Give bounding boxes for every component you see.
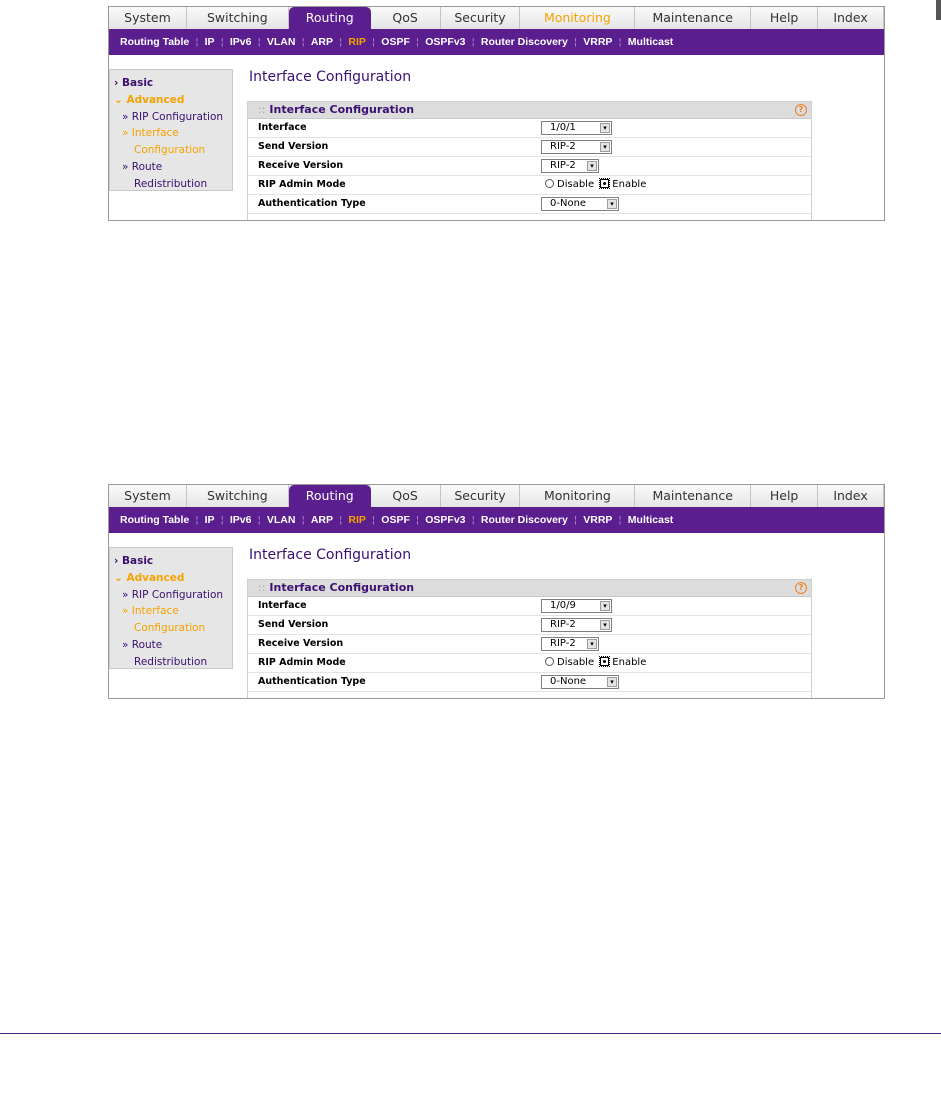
interface-config-panel xyxy=(247,101,812,221)
subnav-ospf[interactable]: OSPF xyxy=(381,514,410,526)
rip-admin-mode-label: RIP Admin Mode xyxy=(258,179,346,190)
drag-handle-icon: :: xyxy=(258,103,266,116)
divider: ¦ xyxy=(618,514,622,526)
leftnav-basic-label: Basic xyxy=(121,555,154,567)
disable-radio[interactable] xyxy=(545,657,554,666)
send-version-label: Send Version xyxy=(258,141,329,152)
disable-radio[interactable] xyxy=(545,179,554,188)
subnav-multicast[interactable]: Multicast xyxy=(627,514,674,526)
sub-nav xyxy=(109,29,884,55)
divider: ¦ xyxy=(415,514,420,526)
divider: ¦ xyxy=(220,36,224,48)
rip-admin-mode-row xyxy=(248,654,811,673)
tab-security[interactable]: Security xyxy=(441,7,521,29)
divider: ¦ xyxy=(195,36,199,48)
send-version-value: RIP-2 xyxy=(550,141,576,152)
panel-title: Interface Configuration xyxy=(269,581,415,594)
divider: ¦ xyxy=(301,514,305,526)
receive-version-row xyxy=(248,157,811,176)
tab-switching[interactable]: Switching xyxy=(187,7,289,29)
leftnav-rip-configuration[interactable]: » RIP Configuration xyxy=(122,589,224,601)
subnav-vlan[interactable]: VLAN xyxy=(266,514,296,526)
leftnav-rip-configuration[interactable]: » RIP Configuration xyxy=(122,111,224,123)
send-version-label: Send Version xyxy=(258,619,329,630)
interface-label: Interface xyxy=(258,122,307,133)
divider: ¦ xyxy=(339,514,343,526)
send-version-select[interactable] xyxy=(541,140,612,154)
screenshot-1 xyxy=(108,6,885,221)
tab-qos[interactable]: QoS xyxy=(371,7,441,29)
chevron-down-icon: ▾ xyxy=(607,199,617,209)
panel-header xyxy=(248,580,811,597)
interface-value: 1/0/9 xyxy=(550,600,576,611)
disable-label: Disable xyxy=(557,657,595,668)
subnav-arp[interactable]: ARP xyxy=(310,514,334,526)
subnav-vrrp[interactable]: VRRP xyxy=(583,36,613,48)
interface-select[interactable] xyxy=(541,599,612,613)
divider: ¦ xyxy=(471,36,475,48)
leftnav-interface-configuration[interactable]: » Interface xyxy=(122,605,179,617)
tab-index[interactable]: Index xyxy=(818,485,884,507)
help-icon[interactable]: ? xyxy=(795,104,807,116)
chevron-down-icon: ▾ xyxy=(600,601,610,611)
leftnav-route-redistribution[interactable]: » Route xyxy=(122,639,163,651)
receive-version-select[interactable] xyxy=(541,637,599,651)
footer-divider xyxy=(0,1033,941,1034)
subnav-routing-table[interactable]: Routing Table xyxy=(120,36,190,48)
leftnav-route-redistribution-line2[interactable]: Redistribution xyxy=(134,656,208,668)
receive-version-row xyxy=(248,635,811,654)
subnav-router-discovery[interactable]: Router Discovery xyxy=(480,514,568,526)
receive-version-value: RIP-2 xyxy=(550,160,576,171)
left-nav xyxy=(109,69,233,191)
interface-label: Interface xyxy=(258,600,307,611)
tab-routing[interactable]: Routing xyxy=(289,7,371,29)
rip-admin-mode-label: RIP Admin Mode xyxy=(258,657,346,668)
tab-system[interactable]: System xyxy=(109,485,187,507)
rip-admin-mode-radio-group xyxy=(545,179,646,190)
leftnav-advanced-label: Advanced xyxy=(126,94,185,106)
send-version-value: RIP-2 xyxy=(550,619,576,630)
interface-row xyxy=(248,597,811,616)
disable-label: Disable xyxy=(557,179,595,190)
subnav-multicast[interactable]: Multicast xyxy=(627,36,674,48)
page-title: Interface Configuration xyxy=(249,69,412,85)
tab-security[interactable]: Security xyxy=(441,485,521,507)
enable-radio[interactable] xyxy=(600,657,609,666)
leftnav-advanced-label: Advanced xyxy=(126,572,185,584)
divider: ¦ xyxy=(301,36,305,48)
subnav-ip[interactable]: IP xyxy=(204,36,215,48)
tab-system[interactable]: System xyxy=(109,7,187,29)
enable-radio[interactable] xyxy=(600,179,609,188)
divider: ¦ xyxy=(257,36,261,48)
leftnav-basic[interactable]: › Basic xyxy=(114,555,154,567)
chevron-down-icon: ▾ xyxy=(607,677,617,687)
authentication-type-value: 0-None xyxy=(550,198,587,209)
rip-admin-mode-radio-group xyxy=(545,657,646,668)
enable-label: Enable xyxy=(612,657,647,668)
leftnav-basic[interactable]: › Basic xyxy=(114,77,154,89)
sub-nav xyxy=(109,507,884,533)
chevron-down-icon: ▾ xyxy=(587,161,597,171)
subnav-ospfv3[interactable]: OSPFv3 xyxy=(425,36,466,48)
tab-index[interactable]: Index xyxy=(818,7,884,29)
leftnav-advanced[interactable]: ⌄ Advanced xyxy=(114,572,185,584)
interface-value: 1/0/1 xyxy=(550,122,576,133)
rip-admin-mode-row xyxy=(248,176,811,195)
chevron-down-icon: ▾ xyxy=(600,620,610,630)
subnav-ospf[interactable]: OSPF xyxy=(381,36,410,48)
receive-version-value: RIP-2 xyxy=(550,638,576,649)
authentication-type-select[interactable] xyxy=(541,675,619,689)
panel-header xyxy=(248,102,811,119)
authentication-type-select[interactable] xyxy=(541,197,619,211)
divider: ¦ xyxy=(471,514,475,526)
authentication-type-row xyxy=(248,195,811,214)
divider: ¦ xyxy=(371,514,376,526)
divider: ¦ xyxy=(618,36,622,48)
tab-maintenance[interactable]: Maintenance xyxy=(635,485,751,507)
panel-title: Interface Configuration xyxy=(269,103,415,116)
subnav-vrrp[interactable]: VRRP xyxy=(583,514,613,526)
subnav-rip[interactable]: RIP xyxy=(348,514,366,526)
margin-marker xyxy=(936,0,941,20)
receive-version-label: Receive Version xyxy=(258,638,344,649)
subnav-rip[interactable]: RIP xyxy=(348,36,366,48)
leftnav-basic-label: Basic xyxy=(121,77,154,89)
subnav-vlan[interactable]: VLAN xyxy=(266,36,296,48)
divider: ¦ xyxy=(339,36,343,48)
screenshot-2 xyxy=(108,484,885,699)
leftnav-interface-configuration[interactable]: » Interface xyxy=(122,127,179,139)
receive-version-label: Receive Version xyxy=(258,160,344,171)
divider: ¦ xyxy=(371,36,376,48)
leftnav-advanced[interactable]: ⌄ Advanced xyxy=(114,94,185,106)
send-version-row xyxy=(248,138,811,157)
subnav-routing-table[interactable]: Routing Table xyxy=(120,514,190,526)
tab-maintenance[interactable]: Maintenance xyxy=(635,7,751,29)
leftnav-interface-configuration-line2[interactable]: Configuration xyxy=(134,622,206,634)
divider: ¦ xyxy=(195,514,199,526)
tab-help[interactable]: Help xyxy=(751,7,818,29)
leftnav-route-redistribution[interactable]: » Route xyxy=(122,161,163,173)
divider: ¦ xyxy=(257,514,261,526)
chevron-down-icon: ▾ xyxy=(587,639,597,649)
tab-monitoring[interactable]: Monitoring xyxy=(520,485,635,507)
authentication-type-value: 0-None xyxy=(550,676,587,687)
subnav-ipv6[interactable]: IPv6 xyxy=(229,36,252,48)
receive-version-select[interactable] xyxy=(541,159,599,173)
subnav-ospfv3[interactable]: OSPFv3 xyxy=(425,514,466,526)
subnav-ip[interactable]: IP xyxy=(204,514,215,526)
subnav-ipv6[interactable]: IPv6 xyxy=(229,514,252,526)
authentication-type-label: Authentication Type xyxy=(258,676,366,687)
send-version-select[interactable] xyxy=(541,618,612,632)
enable-label: Enable xyxy=(612,179,647,190)
leftnav-interface-configuration-line2[interactable]: Configuration xyxy=(134,144,206,156)
tab-switching[interactable]: Switching xyxy=(187,485,289,507)
divider: ¦ xyxy=(415,36,420,48)
chevron-down-icon: ▾ xyxy=(600,123,610,133)
authentication-type-row xyxy=(248,673,811,692)
divider: ¦ xyxy=(573,514,578,526)
subnav-arp[interactable]: ARP xyxy=(310,36,334,48)
page-title: Interface Configuration xyxy=(249,547,412,563)
tab-routing[interactable]: Routing xyxy=(289,485,371,507)
tab-help[interactable]: Help xyxy=(751,485,818,507)
drag-handle-icon: :: xyxy=(258,581,266,594)
main-tab-bar xyxy=(109,485,884,508)
interface-row xyxy=(248,119,811,138)
divider: ¦ xyxy=(220,514,224,526)
interface-select[interactable] xyxy=(541,121,612,135)
chevron-down-icon: ▾ xyxy=(600,142,610,152)
tab-monitoring[interactable]: Monitoring xyxy=(520,7,635,29)
divider: ¦ xyxy=(573,36,578,48)
send-version-row xyxy=(248,616,811,635)
leftnav-route-redistribution-line2[interactable]: Redistribution xyxy=(134,178,208,190)
help-icon[interactable]: ? xyxy=(795,582,807,594)
tab-qos[interactable]: QoS xyxy=(371,485,441,507)
interface-config-panel xyxy=(247,579,812,699)
main-tab-bar xyxy=(109,7,884,30)
authentication-type-label: Authentication Type xyxy=(258,198,366,209)
subnav-router-discovery[interactable]: Router Discovery xyxy=(480,36,568,48)
left-nav xyxy=(109,547,233,669)
